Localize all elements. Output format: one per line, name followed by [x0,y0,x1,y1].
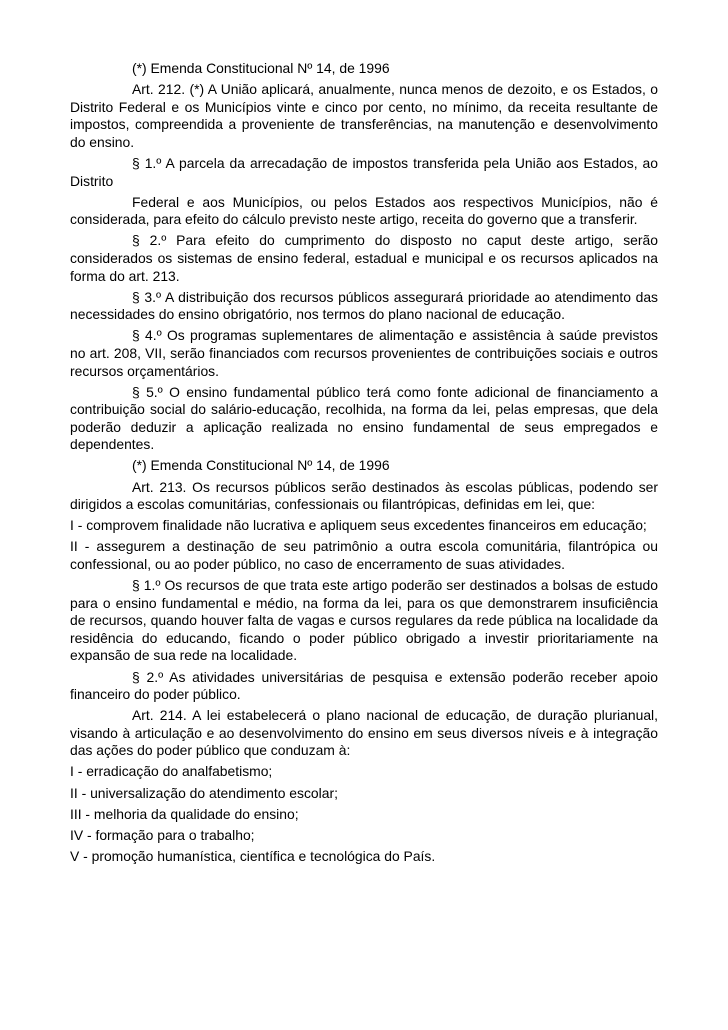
art-213-paragraph-2: § 2.º As atividades universitárias de pesquisa e extensão poderão receber apoio financeiro do poder público. [70,668,658,703]
art-212-paragraph-4: § 4.º Os programas suplementares de alimentação e assistência à saúde previstos no art. 208, VII, serão financiados com recursos provenientes de contribuições sociais e outros recursos orçamentários. [70,327,658,379]
amendment-note: (*) Emenda Constitucional Nº 14, de 1996 [132,60,390,76]
art-214-item-ii: II - universalização do atendimento escolar; [70,784,338,801]
art-214-item-v: V - promoção humanística, científica e tecnológica do País. [70,847,436,864]
art-213-paragraph-1: § 1.º Os recursos de que trata este artigo poderão ser destinados a bolsas de estudo para o ensino fundamental e médio, na forma da lei, para os que demonstrarem insuficiência de recursos, quando houver falta de vagas e cursos regulares da rede pública na localidade da residência do educando, ficando o poder público obrigado a investir prioritariamente na expansão de sua rede na localidade. [70,577,658,664]
art-214-item-iii: III - melhoria da qualidade do ensino; [70,805,299,822]
article-214: Art. 214. A lei estabelecerá o plano nacional de educação, de duração plurianual, visando à articulação e ao desenvolvimento do ensino em seus diversos níveis e à integração das ações do poder público que conduzam à: [70,707,658,759]
art-213-item-ii: II - assegurem a destinação de seu patrimônio a outra escola comunitária, filantrópica ou confessional, ou ao poder público, no caso de encerramento de suas atividades. [70,538,658,572]
art-212-paragraph-1-continued: Federal e aos Municípios, ou pelos Estados aos respectivos Municípios, não é considerada, para efeito do cálculo previsto neste artigo, receita do governo que a transferir. [70,193,658,228]
article-212: Art. 212. (*) A União aplicará, anualmente, nunca menos de dezoito, e os Estados, o Distrito Federal e os Municípios vinte e cinco por cento, no mínimo, da receita resultante de impostos, compreendida a proveniente de transferências, na manutenção e desenvolvimento do ensino. [70,81,658,150]
art-214-item-iv: IV - formação para o trabalho; [70,826,255,843]
art-214-item-i: I - erradicação do analfabetismo; [70,763,273,780]
art-212-paragraph-1: § 1.º A parcela da arrecadação de impostos transferida pela União aos Estados, ao Distrito [70,154,658,189]
article-213: Art. 213. Os recursos públicos serão destinados às escolas públicas, podendo ser dirigidos a escolas comunitárias, confessionais ou filantrópicas, definidas em lei, que: [70,478,658,513]
art-212-paragraph-2: § 2.º Para efeito do cumprimento do disposto no caput deste artigo, serão considerados os sistemas de ensino federal, estadual e municipal e os recursos aplicados na forma do art. 213. [70,232,658,284]
document-page [70,60,658,869]
art-213-item-i: I - comprovem finalidade não lucrativa e apliquem seus excedentes financeiros em educação; [70,517,647,534]
art-212-paragraph-3: § 3.º A distribuição dos recursos públicos assegurará prioridade ao atendimento das necessidades do ensino obrigatório, nos termos do plano nacional de educação. [70,288,658,323]
art-212-paragraph-5: § 5.º O ensino fundamental público terá como fonte adicional de financiamento a contribuição social do salário-educação, recolhida, na forma da lei, pelas empresas, que dela poderão deduzir a aplicação realizada no ensino fundamental de seus empregados e dependentes. [70,383,658,453]
amendment-note: (*) Emenda Constitucional Nº 14, de 1996 [132,457,390,474]
